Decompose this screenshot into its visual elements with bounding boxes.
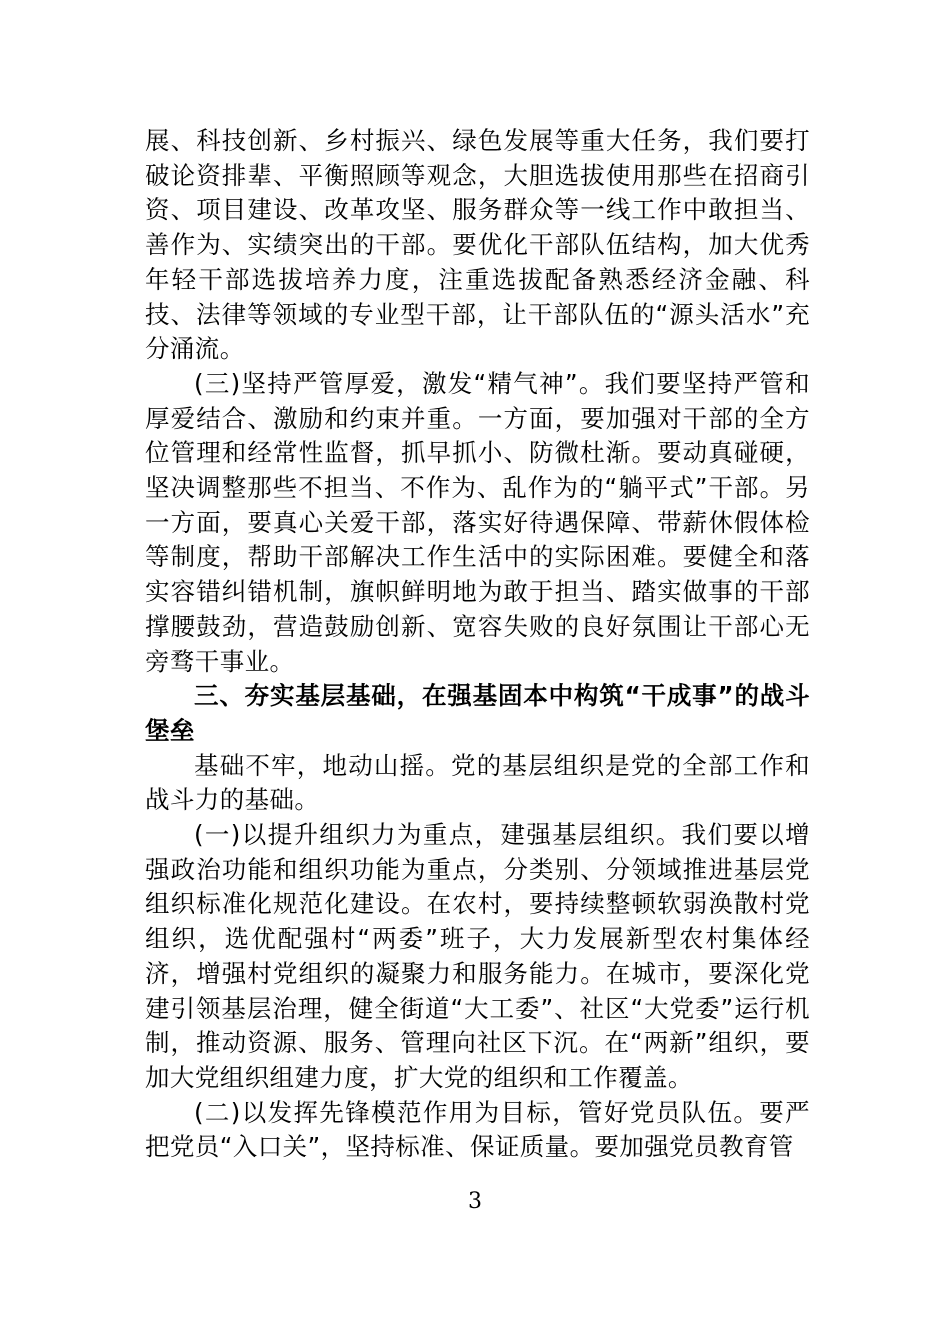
paragraph-grassroots-intro: 基础不牢，地动山摇。党的基层组织是党的全部工作和战斗力的基础。: [145, 750, 810, 815]
paragraph-cadre-selection: 展、科技创新、乡村振兴、绿色发展等重大任务，我们要打破论资排辈、平衡照顾等观念，大胆选拔使用那些在招商引资、项目建设、改革攻坚、服务群众等一线工作中敢担当、善作为、实绩突出的干部。要优化干部队伍结构，加大优秀年轻干部选拔培养力度，注重选拔配备熟悉经济金融、科技、法律等领域的专业型干部，让干部队伍的“源头活水”充分涌流。: [145, 126, 810, 364]
paragraph-organization-building: (一)以提升组织力为重点，建强基层组织。我们要以增强政治功能和组织功能为重点，分类别、分领域推进基层党组织标准化规范化建设。在农村，要持续整顿软弱涣散村党组织，选优配强村“两委”班子，大力发展新型农村集体经济，增强村党组织的凝聚力和服务能力。在城市，要深化党建引领基层治理，健全街道“大工委”、社区“大党委”运行机制，推动资源、服务、管理向社区下沉。在“两新”组织，要加大党组织组建力度，扩大党的组织和工作覆盖。: [145, 820, 810, 1092]
page-number: 3: [468, 1189, 482, 1214]
section-heading-grassroots: 三、夯实基层基础，在强基固本中构筑“干成事”的战斗堡垒: [145, 681, 810, 745]
paragraph-party-members: (二)以发挥先锋模范作用为目标，管好党员队伍。要严把党员“入口关”，坚持标准、保证质量。要加强党员教育管: [145, 1097, 810, 1162]
paragraph-strict-management: (三)坚持严管厚爱，激发“精气神”。我们要坚持严管和厚爱结合、激励和约束并重。一方面，要加强对干部的全方位管理和经常性监督，抓早抓小、防微杜渐。要动真碰硬，坚决调整那些不担当、不作为、乱作为的“躺平式”干部。另一方面，要真心关爱干部，落实好待遇保障、带薪休假体检等制度，帮助干部解决工作生活中的实际困难。要健全和落实容错纠错机制，旗帜鲜明地为敢于担当、踏实做事的干部撑腰鼓劲，营造鼓励创新、宽容失败的良好氛围让干部心无旁骛干事业。: [145, 368, 810, 676]
page-body: [145, 124, 810, 1165]
